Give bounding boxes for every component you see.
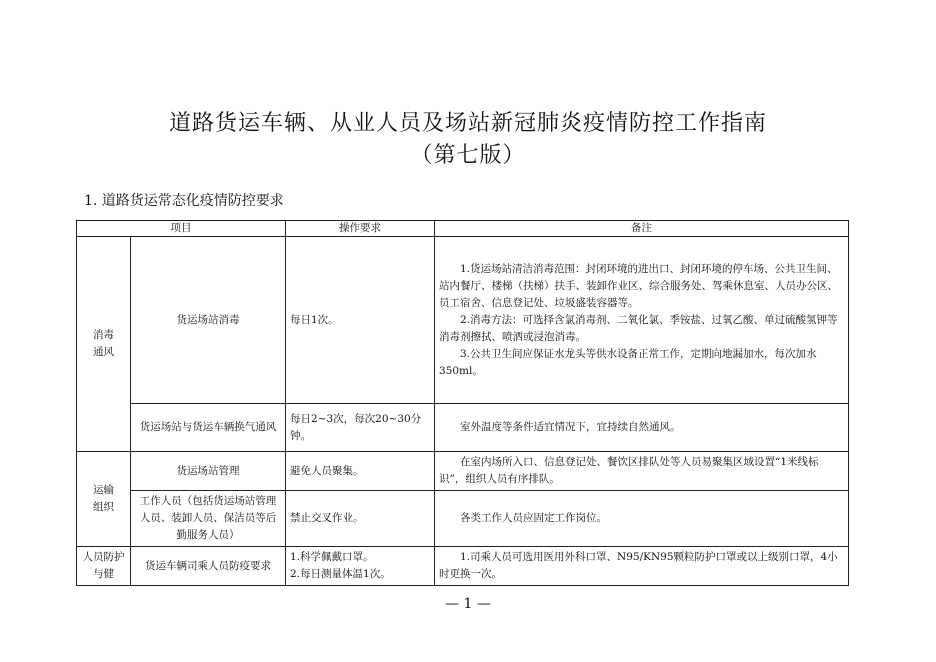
item-cell: 货运场站管理	[131, 452, 286, 491]
page-number: — 1 —	[445, 596, 491, 612]
header-item: 项目	[77, 221, 286, 237]
table-row	[77, 452, 849, 491]
requirement-cell: 禁止交叉作业。	[286, 491, 435, 547]
section-heading: 1. 道路货运常态化疫情防控要求	[84, 193, 284, 209]
note-paragraph: 在室内场所入口、信息登记处、餐饮区排队处等人员易聚集区域设置“1米线标识”，组织人员有序排队。	[439, 456, 819, 485]
requirement-cell	[286, 547, 435, 586]
header-requirement: 操作要求	[286, 221, 435, 237]
requirement-line: 1.科学佩戴口罩。	[290, 551, 374, 563]
category-cell	[77, 547, 131, 586]
note-paragraph: 各类工作人员应固定工作岗位。	[460, 512, 607, 524]
notes-cell	[435, 547, 849, 586]
table-row	[77, 491, 849, 547]
note-paragraph: 1.货运场站清洁消毒范围：封闭环境的进出口、封闭环境的停车场、公共卫生间、站内餐厅、楼梯（扶梯）扶手、装卸作业区、综合服务处、驾乘休息室、人员办公区、员工宿舍、信息登记处、垃圾盛装容器等。	[439, 262, 838, 309]
note-paragraph: 室外温度等条件适宜情况下，宜持续自然通风。	[460, 421, 681, 433]
header-notes: 备注	[435, 221, 849, 237]
note-paragraph: 1.司乘人员可选用医用外科口罩、N95/KN95颗粒防护口罩或以上级别口罩，4小时更换一次。	[439, 551, 838, 580]
category-label: 人员防护与健	[82, 551, 125, 580]
note-paragraph: 3.公共卫生间应保证水龙头等供水设备正常工作，定期向地漏加水，每次加水350ml。	[439, 347, 817, 377]
document-subtitle: （第七版）	[410, 143, 526, 168]
note-paragraph: 2.消毒方法：可选择含氯消毒剂、二氧化氯、季铵盐、过氧乙酸、单过硫酸氢钾等消毒剂擦拭、喷洒或浸泡消毒。	[439, 313, 838, 343]
requirement-cell: 每日2~3次，每次20~30分钟。	[286, 404, 435, 452]
notes-cell	[435, 237, 849, 404]
table-row	[77, 237, 849, 404]
notes-cell	[435, 404, 849, 452]
item-cell: 货运场站与货运车辆换气通风	[131, 404, 286, 452]
table-row	[77, 404, 849, 452]
notes-cell	[435, 452, 849, 491]
guideline-table	[76, 220, 849, 586]
category-label: 消毒通风	[93, 329, 114, 358]
document-title: 道路货运车辆、从业人员及场站新冠肺炎疫情防控工作指南	[168, 111, 767, 136]
requirement-cell: 每日1次。	[286, 237, 435, 404]
category-label: 运输组织	[93, 484, 114, 513]
item-cell: 工作人员（包括货运场站管理人员、装卸人员、保洁员等后勤服务人员）	[131, 491, 286, 547]
category-cell	[77, 452, 131, 547]
requirement-line: 2.每日测量体温1次。	[290, 568, 391, 580]
item-cell: 货运车辆司乘人员防疫要求	[131, 547, 286, 586]
item-cell: 货运场站消毒	[131, 237, 286, 404]
requirement-cell: 避免人员聚集。	[286, 452, 435, 491]
notes-cell	[435, 491, 849, 547]
table-header-row	[77, 221, 849, 237]
category-cell	[77, 237, 131, 452]
table-row	[77, 547, 849, 586]
